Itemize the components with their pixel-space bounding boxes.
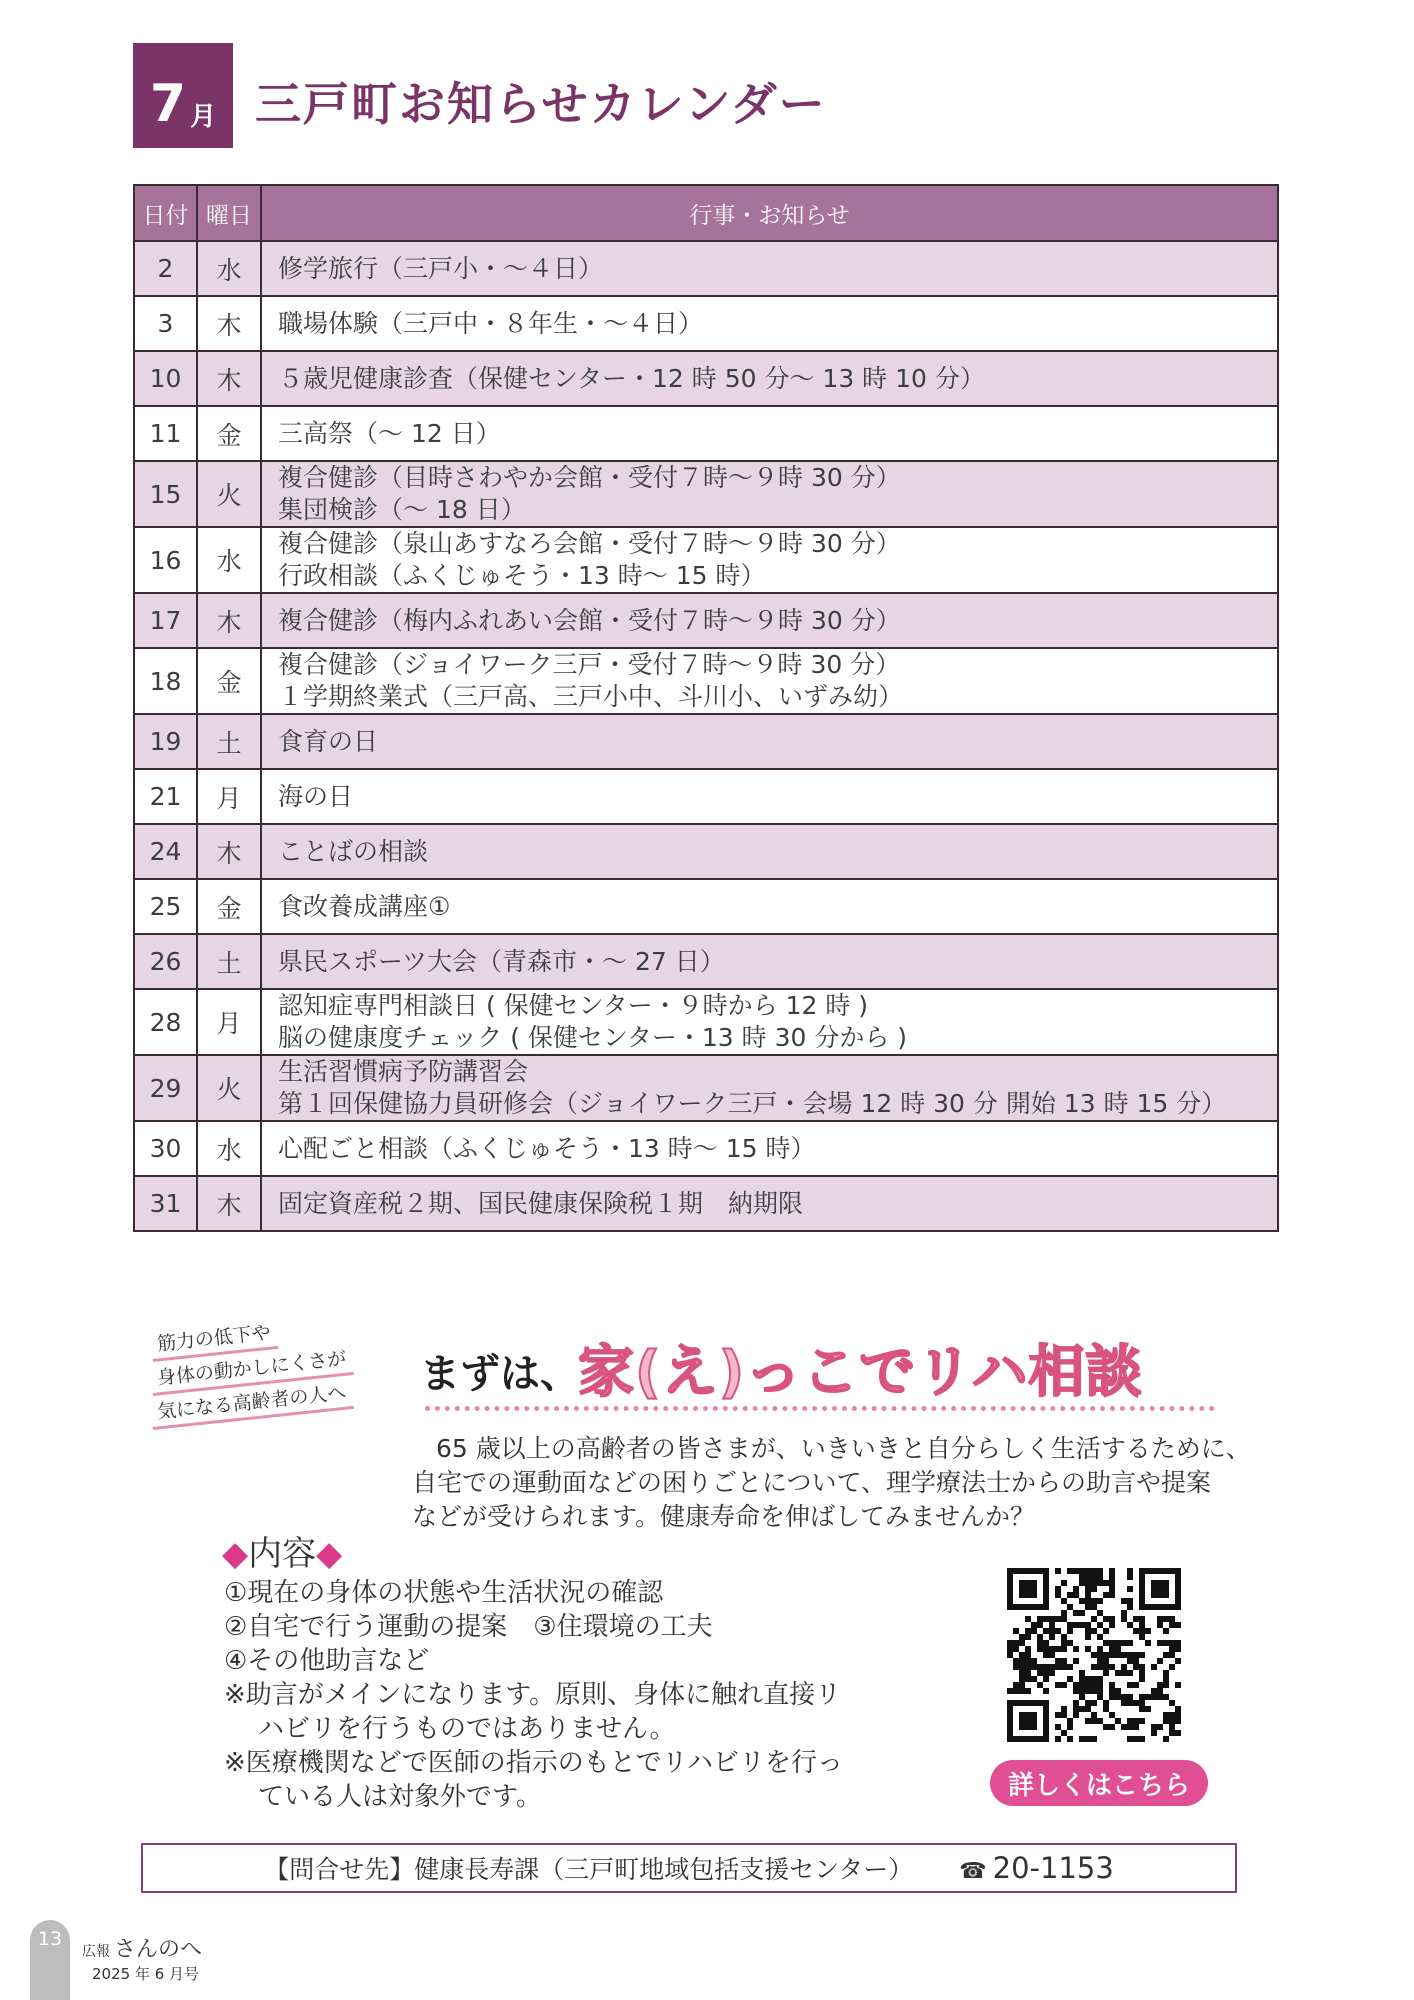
event-line: 複合健診（ジョイワーク三戸・受付７時～９時 30 分）	[278, 650, 901, 679]
phone-number: 20-1153	[992, 1851, 1114, 1885]
row-weekday: 木	[197, 593, 261, 648]
calendar-row	[134, 879, 1278, 934]
row-date: 16	[134, 527, 197, 593]
calendar-table	[133, 184, 1279, 1232]
row-events	[261, 934, 1278, 989]
row-date: 21	[134, 769, 197, 824]
calendar-row	[134, 1176, 1278, 1231]
headline-prefix: まずは、	[420, 1351, 580, 1397]
row-date: 26	[134, 934, 197, 989]
row-events	[261, 648, 1278, 714]
calendar-header-row	[134, 185, 1278, 241]
event-line: 生活習慣病予防講習会	[278, 1057, 529, 1086]
row-weekday: 水	[197, 1121, 261, 1176]
month-number: 7	[149, 74, 187, 134]
row-weekday: 月	[197, 769, 261, 824]
content-item: ①現在の身体の状態や生活状況の確認	[224, 1578, 664, 1608]
row-weekday: 木	[197, 1176, 261, 1231]
contact-box	[141, 1843, 1237, 1893]
event-line: 集団検診（～ 18 日）	[278, 495, 526, 524]
row-weekday: 木	[197, 296, 261, 351]
calendar-body	[134, 241, 1278, 1231]
row-events	[261, 241, 1278, 296]
event-line: 海の日	[278, 781, 354, 811]
calendar-row	[134, 406, 1278, 461]
row-events	[261, 989, 1278, 1055]
row-weekday: 土	[197, 934, 261, 989]
headline-divider	[425, 1406, 1215, 1411]
content-heading	[222, 1526, 342, 1575]
row-events	[261, 593, 1278, 648]
diamond-icon: ◆	[222, 1534, 249, 1574]
row-date: 17	[134, 593, 197, 648]
calendar-row	[134, 1055, 1278, 1121]
row-weekday: 月	[197, 989, 261, 1055]
row-events	[261, 769, 1278, 824]
footer-brand-small: 広報	[82, 1944, 110, 1960]
target-tag: 筋力の低下や	[150, 1317, 279, 1362]
calendar-row	[134, 989, 1278, 1055]
more-info-button[interactable]: 詳しくはこちら	[990, 1760, 1208, 1806]
event-line: 複合健診（目時さわやか会館・受付７時～９時 30 分）	[278, 463, 901, 492]
event-line: ことばの相談	[278, 836, 429, 866]
event-line: ５歳児健康診査（保健センター・12 時 50 分～ 13 時 10 分）	[278, 363, 985, 393]
calendar-row	[134, 241, 1278, 296]
page-number: 13	[30, 1920, 70, 2000]
content-item: ハビリを行うものではありません。	[258, 1714, 676, 1744]
month-unit: 月	[190, 102, 217, 132]
intro-line: 65 歳以上の高齢者の皆さまが、いきいきと自分らしく生活するために、	[436, 1434, 1251, 1463]
event-line: 行政相談（ふくじゅそう・13 時～ 15 時）	[278, 561, 766, 590]
event-line: 固定資産税２期、国民健康保険税１期 納期限	[278, 1188, 804, 1218]
content-item: ④その他助言など	[224, 1646, 430, 1676]
row-weekday: 金	[197, 879, 261, 934]
row-weekday: 金	[197, 648, 261, 714]
row-date: 19	[134, 714, 197, 769]
calendar-row	[134, 1121, 1278, 1176]
event-line: 県民スポーツ大会（青森市・～ 27 日）	[278, 946, 725, 976]
month-badge	[133, 43, 233, 148]
content-heading-label: 内容	[248, 1534, 317, 1574]
event-line: 認知症専門相談日 ( 保健センター・９時から 12 時 )	[278, 991, 869, 1020]
target-tag: 身体の動かしにくさが	[150, 1343, 354, 1396]
footer-brand	[82, 1932, 202, 1963]
calendar-row	[134, 714, 1278, 769]
row-events	[261, 879, 1278, 934]
row-events	[261, 461, 1278, 527]
row-date: 2	[134, 241, 197, 296]
qr-code[interactable]	[1007, 1568, 1181, 1742]
event-line: 複合健診（泉山あすなろ会館・受付７時～９時 30 分）	[278, 529, 901, 558]
row-weekday: 金	[197, 406, 261, 461]
event-line: 食改養成講座①	[278, 891, 451, 921]
row-events	[261, 406, 1278, 461]
contact-label: 【問合せ先】健康長寿課（三戸町地域包括支援センター）	[264, 1855, 914, 1884]
calendar-row	[134, 824, 1278, 879]
row-events	[261, 527, 1278, 593]
phone-icon: ☎	[959, 1859, 987, 1884]
intro-text	[412, 1432, 1262, 1534]
diamond-icon: ◆	[316, 1534, 343, 1574]
row-date: 15	[134, 461, 197, 527]
column-header-events: 行事・お知らせ	[261, 185, 1278, 241]
calendar-row	[134, 461, 1278, 527]
row-date: 11	[134, 406, 197, 461]
row-date: 10	[134, 351, 197, 406]
page-title: 三戸町お知らせカレンダー	[255, 77, 827, 131]
footer-brand-name: さんのへ	[114, 1937, 203, 1962]
row-weekday: 水	[197, 527, 261, 593]
target-tag: 気になる高齢者の人へ	[150, 1377, 354, 1430]
row-events	[261, 296, 1278, 351]
row-date: 25	[134, 879, 197, 934]
row-date: 24	[134, 824, 197, 879]
row-weekday: 土	[197, 714, 261, 769]
event-line: 職場体験（三戸中・８年生・～４日）	[278, 308, 704, 338]
content-item: ②自宅で行う運動の提案 ③住環境の工夫	[224, 1612, 713, 1642]
row-weekday: 火	[197, 1055, 261, 1121]
content-list	[224, 1576, 843, 1814]
row-events	[261, 351, 1278, 406]
event-line: 三高祭（～ 12 日）	[278, 418, 501, 448]
row-date: 18	[134, 648, 197, 714]
row-events	[261, 1121, 1278, 1176]
footer-issue: 2025 年 6 月号	[92, 1965, 200, 1983]
row-date: 3	[134, 296, 197, 351]
content-item: ※助言がメインになります。原則、身体に触れ直接リ	[224, 1680, 842, 1710]
calendar-row	[134, 934, 1278, 989]
calendar-row	[134, 527, 1278, 593]
row-weekday: 木	[197, 351, 261, 406]
intro-line: などが受けられます。健康寿命を伸ばしてみませんか？	[412, 1502, 1036, 1531]
row-date: 28	[134, 989, 197, 1055]
column-header-weekday: 曜日	[197, 185, 261, 241]
row-events	[261, 824, 1278, 879]
headline-main: 家(え)っこでリハ相談	[578, 1340, 1143, 1405]
row-weekday: 木	[197, 824, 261, 879]
event-line: 複合健診（梅内ふれあい会館・受付７時～９時 30 分）	[278, 605, 901, 635]
content-item: ※医療機関などで医師の指示のもとでリハビリを行っ	[224, 1748, 844, 1778]
row-events	[261, 714, 1278, 769]
row-events	[261, 1176, 1278, 1231]
calendar-row	[134, 593, 1278, 648]
row-date: 30	[134, 1121, 197, 1176]
event-line: １学期終業式（三戸高、三戸小中、斗川小、いずみ幼）	[278, 682, 904, 711]
event-line: 心配ごと相談（ふくじゅそう・13 時～ 15 時）	[278, 1133, 816, 1163]
event-line: 修学旅行（三戸小・～４日）	[278, 253, 604, 283]
content-item: ている人は対象外です。	[258, 1782, 542, 1812]
column-header-date: 日付	[134, 185, 197, 241]
row-weekday: 水	[197, 241, 261, 296]
event-line: 第１回保健協力員研修会（ジョイワーク三戸・会場 12 時 30 分 開始 13 時 15 分）	[278, 1089, 1227, 1118]
row-events	[261, 1055, 1278, 1121]
event-line: 脳の健康度チェック ( 保健センター・13 時 30 分から )	[278, 1023, 908, 1052]
row-date: 29	[134, 1055, 197, 1121]
intro-line: 自宅での運動面などの困りごとについて、理学療法士からの助言や提案	[412, 1468, 1212, 1497]
row-date: 31	[134, 1176, 197, 1231]
calendar-row	[134, 351, 1278, 406]
row-weekday: 火	[197, 461, 261, 527]
calendar-row	[134, 296, 1278, 351]
event-line: 食育の日	[278, 726, 379, 756]
calendar-row	[134, 769, 1278, 824]
phone-number-group	[959, 1851, 1114, 1885]
calendar-row	[134, 648, 1278, 714]
